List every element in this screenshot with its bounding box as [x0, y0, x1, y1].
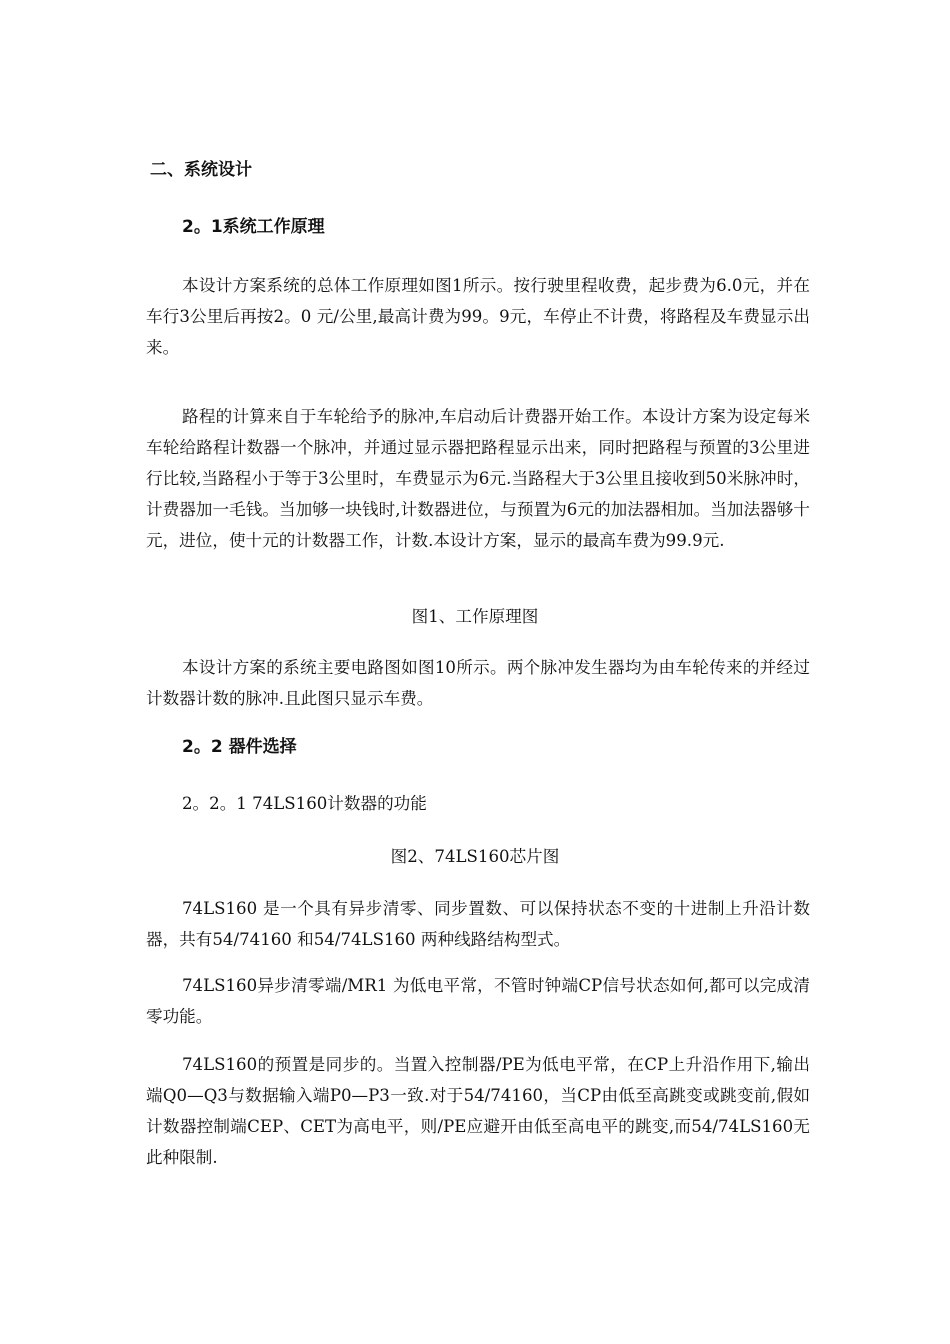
figure-caption-2: 图2、74LS160芯片图 [390, 847, 560, 866]
figure-caption-1: 图1、工作原理图 [411, 607, 539, 626]
paragraph-sync-preset: 74LS160的预置是同步的。当置入控制器/PE为低电平常，在CP上升沿作用下,输出端Q0—Q3与数据输入端P0—P3一致.对于54/74160，当CP由低至高跳变或跳变前,假如计数器控制端CEP、CET为高电平，则/PE应避开由低至高电平的跳变,而54/74LS160无此种限制. [146, 1055, 810, 1167]
paragraph-74ls160-intro: 74LS160 是一个具有异步清零、同步置数、可以保持状态不变的十进制上升沿计数器，共有54/74160 和54/74LS160 两种线路结构型式。 [146, 899, 810, 949]
subsection-heading-2-2: 2。2 器件选择 [182, 737, 297, 757]
section-heading: 二、系统设计 [150, 160, 252, 180]
paragraph-overview: 本设计方案系统的总体工作原理如图1所示。按行驶里程收费，起步费为6.0元，并在车行3公里后再按2。0 元/公里,最高计费为99。9元，车停止不计费，将路程及车费显示出来。 [146, 276, 810, 357]
sub-subsection-heading-2-2-1: 2。2。1 74LS160计数器的功能 [182, 794, 427, 813]
subsection-heading-2-1: 2。1系统工作原理 [182, 217, 325, 237]
paragraph-async-clear: 74LS160异步清零端/MR1 为低电平常，不管时钟端CP信号状态如何,都可以完成清零功能。 [146, 976, 810, 1026]
paragraph-main-circuit: 本设计方案的系统主要电路图如图10所示。两个脉冲发生器均为由车轮传来的并经过计数器计数的脉冲.且此图只显示车费。 [146, 658, 810, 708]
paragraph-distance-calculation: 路程的计算来自于车轮给予的脉冲,车启动后计费器开始工作。本设计方案为设定每米车轮给路程计数器一个脉冲，并通过显示器把路程显示出来，同时把路程与预置的3公里进行比较,当路程小于等于3公里时，车费显示为6元.当路程大于3公里且接收到50米脉冲时，计费器加一毛钱。当加够一块钱时,计数器进位，与预置为6元的加法器相加。当加法器够十元，进位，使十元的计数器工作，计数.本设计方案，显示的最高车费为99.9元. [146, 407, 810, 550]
